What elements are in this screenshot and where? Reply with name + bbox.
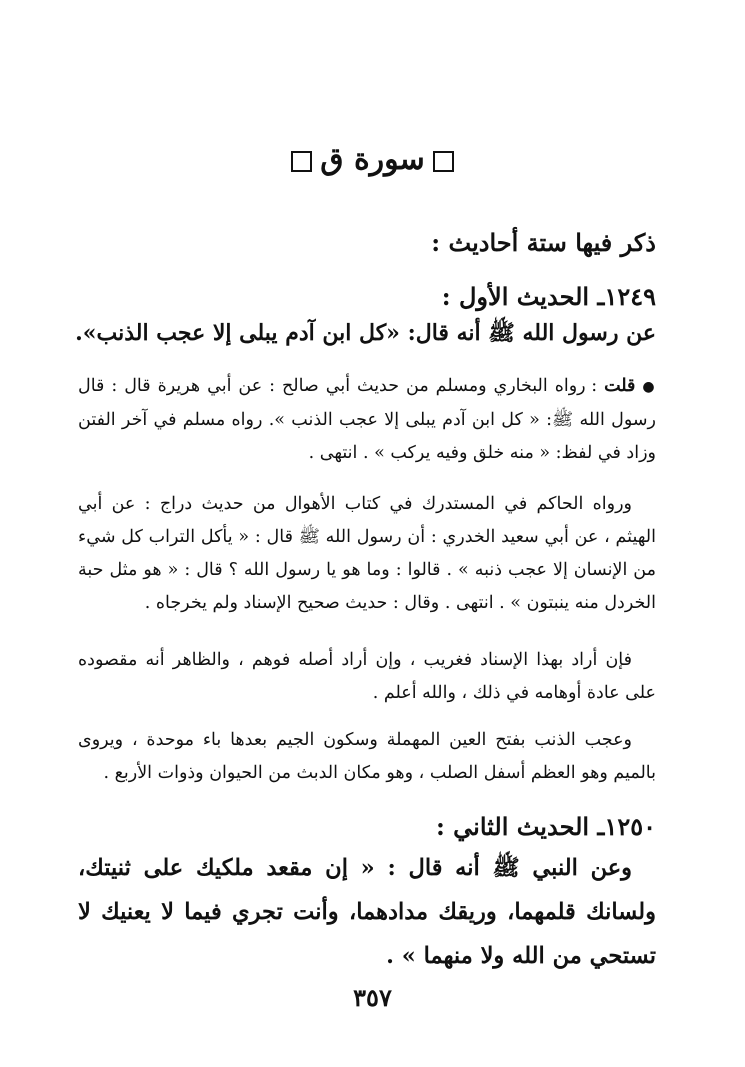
commentary-paragraph-1 <box>78 370 656 470</box>
square-ornament-icon <box>291 151 312 172</box>
commentary-text: : رواه البخاري ومسلم من حديث أبي صالح : عن أبي هريرة قال : قال رسول الله ﷺ: « كل ابن آدم يبلى إلا عجب الذنب ». رواه مسلم في آخر الفتن وزاد في لفظ: « منه خلق وفيه يركب » . انتهى . <box>78 376 656 463</box>
surah-title <box>0 142 745 177</box>
page-number: ٣٥٧ <box>353 983 392 1012</box>
hadith-1-heading: ١٢٤٩ـ الحديث الأول : <box>441 282 656 311</box>
commentary-lead: قلت <box>604 376 636 396</box>
intro-line: ذكر فيها ستة أحاديث : <box>431 228 656 257</box>
commentary-paragraph-3: فإن أراد بهذا الإسناد فغريب ، وإن أراد أصله فوهم ، والظاهر أنه مقصوده على عادة أوهامه في ذلك ، والله أعلم . <box>78 650 656 703</box>
hadith-1-text: عن رسول الله ﷺ أنه قال: «كل ابن آدم يبلى إلا عجب الذنب». <box>75 320 656 346</box>
hadith-2-heading: ١٢٥٠ـ الحديث الثاني : <box>435 812 656 841</box>
hadith-2-text: وعن النبي ﷺ أنه قال : « إن مقعد ملكيك على ثنيتك، ولسانك قلمهما، وريقك مدادهما، وأنت تجري فيما لا يعنيك لا تستحي من الله ولا منهما » . <box>78 855 656 969</box>
commentary-paragraph-4: وعجب الذنب بفتح العين المهملة وسكون الجيم بعدها باء موحدة ، ويروى بالميم وهو العظم أسفل الصلب ، وهو مكان الدبث من الحيوان وذوات الأربع . <box>78 730 656 783</box>
surah-title-text: سورة ق <box>320 142 425 177</box>
square-ornament-icon <box>433 151 454 172</box>
commentary-paragraph-2: ورواه الحاكم في المستدرك في كتاب الأهوال من حديث دراج : عن أبي الهيثم ، عن أبي سعيد الخدري : أن رسول الله ﷺ قال : « يأكل التراب كل شيء من الإنسان إلا عجب ذنبه » . قالوا : وما هو يا رسول الله ؟ قال : « هو مثل حبة الخردل منه ينبتون » . انتهى . وقال : حديث صحيح الإسناد ولم يخرجاه . <box>78 494 656 613</box>
bullet-icon: ● <box>642 379 656 395</box>
